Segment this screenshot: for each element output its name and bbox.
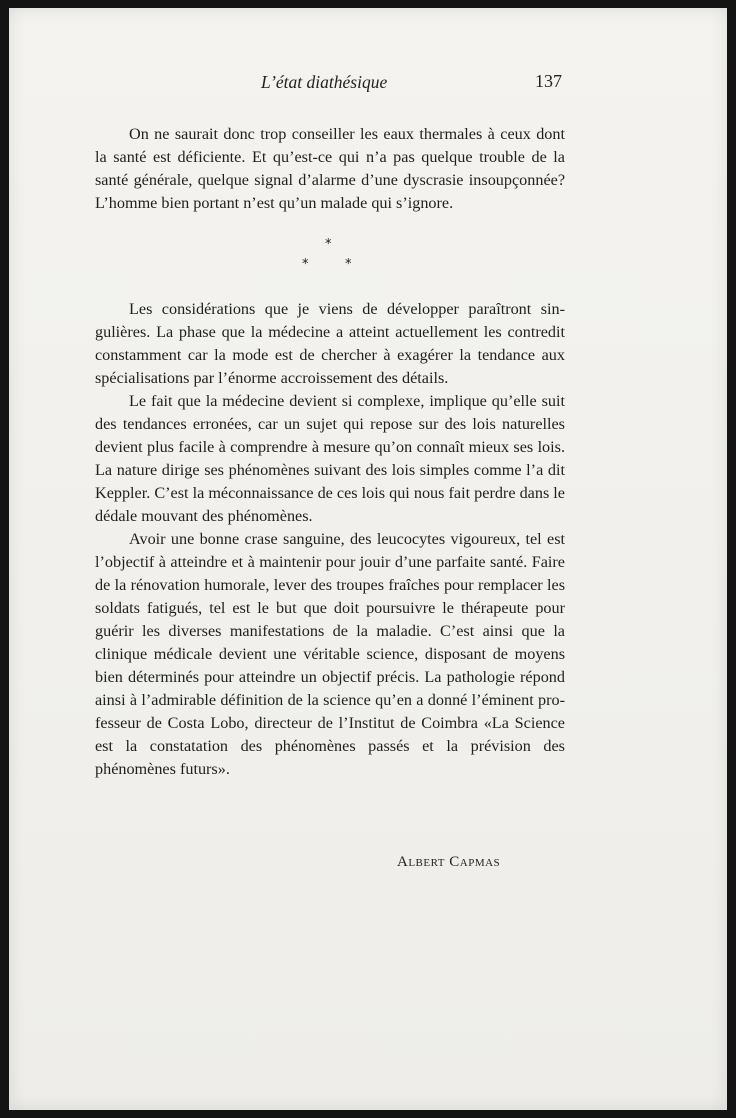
author-signature: Albert Capmas — [397, 854, 501, 870]
book-page — [9, 8, 727, 1110]
paragraph-1: On ne saurait donc trop conseiller les eaux thermales à ceux dont la santé est déficiente. Et qu’est-ce qui n’a pas quelque trouble de la santé générale, quelque signal d’alarme d’une dyscrasie insoupçonnée? L’homme bien portant n’est qu’un malade qui s’ignore. — [95, 125, 565, 212]
paragraph-2: Les considérations que je viens de développer paraîtront singulières. La phase que la médecine a atteint actuellement les contredit constamment car la mode est de chercher à exagérer la tendance aux spécialisations par l’énorme accroissement des détails. — [95, 300, 565, 387]
paragraph-3: Le fait que la médecine devient si complexe, implique qu’elle suit des tendances erronées, car un sujet qui repose sur des lois naturelles devient plus facile à comprendre à mesure qu’on connaît mieux ses lois. La nature dirige ses phénomènes suivant des lois simples comme l’a dit Keppler. C’est la méconnaissance de ces lois qui nous fait perdre dans le dédale mouvant des phénomènes. — [95, 392, 565, 525]
text-block-main — [95, 298, 565, 781]
asterisk-left: * — [302, 257, 309, 272]
page-number: 137 — [535, 71, 562, 91]
page-header — [9, 72, 727, 100]
section-separator — [9, 234, 727, 274]
asterisk-top: * — [325, 237, 332, 252]
running-title: L’état diathésique — [261, 72, 388, 92]
paragraph-4: Avoir une bonne crase sanguine, des leucocytes vigoureux, tel est l’objectif à atteindre et à maintenir pour jouir d’une parfaite santé. Faire de la rénovation humorale, lever des troupes fraîches pour remplacer les soldats fatigués, tel est le but que doit poursuivre le thérapeute pour guérir les diverses manifestations de la maladie. C’est ainsi que la clinique médicale devient une véritable science, disposant de moyens bien déterminés pour atteindre un objectif précis. La pathologie répond ainsi à l’admirable définition de la science qu’en a donné l’éminent professeur de Costa Lobo, directeur de l’Institut de Coimbra «La Science est la constatation des phénomènes passés et la prévision des phénomènes futurs». — [95, 530, 565, 778]
asterisk-right: * — [345, 257, 352, 272]
text-block-top — [95, 123, 565, 215]
